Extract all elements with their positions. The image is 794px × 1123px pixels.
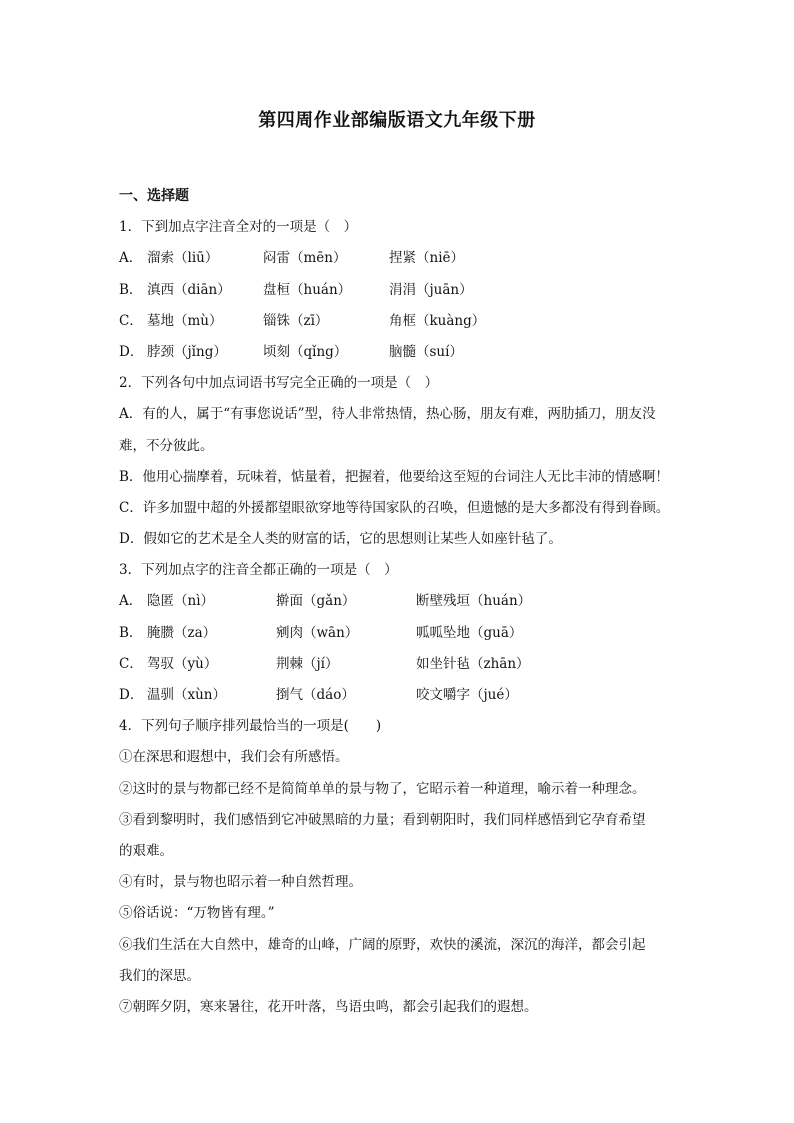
question-4-sentence-3-line-2: 的艰难。 (119, 842, 173, 859)
question-2-option-c: C．许多加盟中超的外援都望眼欲穿地等待国家队的召唤，但遗憾的是大多都没有得到眷顾。 (119, 499, 670, 516)
option-label: C． (119, 655, 143, 672)
document-title: 第四周作业部编版语文九年级下册 (258, 110, 536, 131)
option-item-1: 溜索（liū） (147, 250, 219, 267)
section-heading: 一、选择题 (119, 188, 189, 204)
question-4-sentence-3-line-1: ③看到黎明时，我们感悟到它冲破黑暗的力量；看到朝阳时，我们同样感悟到它孕育希望 (119, 811, 646, 828)
question-4-sentence-5: ⑤俗话说：“万物皆有理。” (119, 905, 275, 922)
option-item-1: 腌臜（za） (147, 624, 217, 641)
question-4-sentence-6-line-1: ⑥我们生活在大自然中，雄奇的山峰，广阔的原野，欢快的溪流，深沉的海洋，都会引起 (119, 936, 646, 953)
option-item-3: 断壁残垣（huán） (416, 593, 532, 610)
question-3-option-a (119, 586, 679, 617)
option-item-3: 捏紧（niē） (389, 250, 465, 267)
question-1-option-a (119, 243, 679, 274)
question-1-stem: 1．下到加点字注音全对的一项是（ ） (119, 219, 358, 236)
question-4-sentence-7: ⑦朝晖夕阴，寒来暑往，花开叶落，鸟语虫鸣，都会引起我们的遐想。 (119, 998, 538, 1015)
question-3-option-b (119, 618, 679, 649)
option-item-2: 捯气（dáo） (276, 687, 355, 703)
question-4-sentence-6-line-2: 我们的深思。 (119, 967, 200, 984)
option-item-2: 荆棘（jí） (276, 655, 339, 672)
question-2-option-b: B．他用心揣摩着，玩味着，惦量着，把握着，他要给这至短的台词注人无比丰沛的情感啊！ (119, 468, 669, 485)
question-1-option-d (119, 337, 679, 368)
option-label: A． (119, 250, 143, 267)
question-4-stem: 4．下列句子顺序排列最恰当的一项是( ) (119, 718, 382, 735)
option-item-2: 擀面（gǎn） (276, 593, 356, 610)
option-label: B． (119, 624, 143, 641)
question-2-stem: 2．下列各句中加点词语书写完全正确的一项是（ ） (119, 375, 439, 392)
option-item-2: 顷刻（qǐng） (263, 343, 348, 360)
question-3-stem: 3．下列加点字的注音全都正确的一项是（ ） (119, 562, 398, 579)
option-item-1: 驾驭（yù） (147, 655, 218, 672)
question-4-sentence-2: ②这时的景与物都已经不是简简单单的景与物了，它昭示着一种道理，喻示着一种理念。 (119, 780, 646, 797)
option-item-1: 脖颈（jǐng） (147, 343, 227, 360)
option-label: D． (119, 343, 144, 360)
option-item-3: 咬文嚼字（jué） (416, 687, 518, 703)
question-1-option-c (119, 306, 679, 337)
question-3-option-d (119, 680, 679, 711)
option-label: B． (119, 281, 143, 298)
option-item-3: 呱呱坠地（guā） (416, 624, 523, 641)
option-item-2: 闷雷（mēn） (263, 250, 347, 267)
option-item-1: 隐匿（nì） (147, 593, 215, 610)
question-2-option-a-line-2: 难，不分彼此。 (119, 437, 214, 454)
option-item-2: 盘桓（huán） (263, 281, 352, 298)
option-label: D． (119, 687, 144, 703)
option-item-1: 滇西（diān） (147, 281, 231, 298)
option-item-3: 脑髓（suí） (389, 343, 463, 360)
option-item-2: 剜肉（wān） (276, 624, 359, 641)
option-item-1: 温驯（xùn） (147, 687, 227, 703)
question-4-sentence-4: ④有时，景与物也昭示着一种自然哲理。 (119, 874, 362, 891)
question-3-option-c (119, 649, 679, 680)
question-2-option-d: D．假如它的艺术是全人类的财富的话，它的思想则让某些人如座针毡了。 (119, 531, 562, 548)
option-label: C． (119, 312, 143, 329)
option-item-3: 涓涓（juān） (389, 281, 473, 298)
question-4-sentence-1: ①在深思和遐想中，我们会有所感悟。 (119, 749, 349, 766)
document-content (119, 181, 679, 1023)
option-item-3: 如坐针毡（zhān） (416, 655, 530, 672)
option-label: A． (119, 593, 143, 610)
question-1-option-b (119, 275, 679, 306)
option-item-3: 角框（kuàng） (389, 312, 486, 329)
option-item-1: 墓地（mù） (147, 312, 223, 329)
option-item-2: 锱铢（zī） (263, 312, 329, 329)
question-2-option-a-line-1: A．有的人，属于“有事您说话”型，待人非常热情，热心肠，朋友有难，两肋插刀，朋友没 (119, 406, 656, 423)
